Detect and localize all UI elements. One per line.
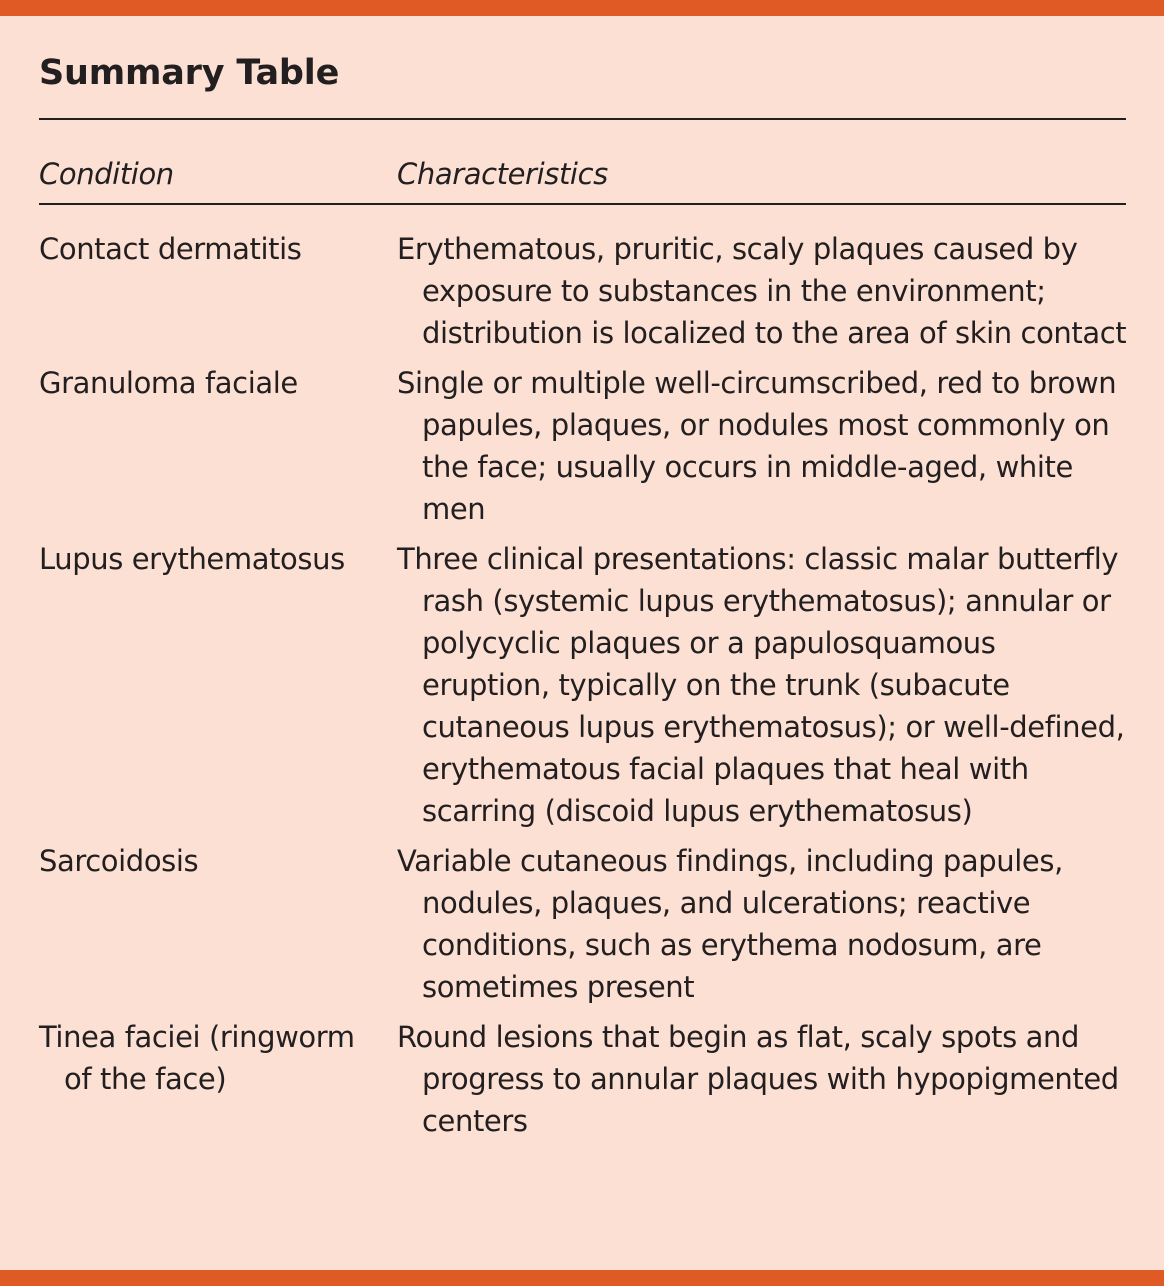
header-divider bbox=[39, 203, 1126, 205]
column-header-characteristics: Characteristics bbox=[397, 157, 608, 191]
characteristics-cell: Variable cutaneous findings, including papules, nodules, plaques, and ulcerations; reactive conditions, such as erythema nodosum, are sometimes present bbox=[397, 844, 1063, 1004]
condition-cell: Lupus erythematosus bbox=[39, 542, 345, 576]
characteristics-cell: Erythematous, pruritic, scaly plaques caused by exposure to substances in the environment; distribution is localized to the area of skin contact bbox=[397, 232, 1127, 350]
characteristics-cell: Round lesions that begin as flat, scaly spots and progress to annular plaques with hypopigmented centers bbox=[397, 1020, 1119, 1138]
condition-cell: Tinea faciei (ringworm of the face) bbox=[39, 1020, 355, 1096]
bottom-accent-bar bbox=[0, 1270, 1164, 1286]
table-row bbox=[39, 840, 1129, 1008]
title-divider bbox=[39, 118, 1126, 120]
table-row bbox=[39, 538, 1129, 832]
condition-cell: Sarcoidosis bbox=[39, 844, 199, 878]
table-body bbox=[39, 228, 1129, 1150]
column-header-condition: Condition bbox=[39, 157, 174, 191]
characteristics-cell: Single or multiple well-circumscribed, red to brown papules, plaques, or nodules most commonly on the face; usually occurs in middle-aged, white men bbox=[397, 366, 1117, 526]
table-row bbox=[39, 228, 1129, 354]
condition-cell: Granuloma faciale bbox=[39, 366, 298, 400]
characteristics-cell: Three clinical presentations: classic malar butterfly rash (systemic lupus erythematosus); annular or polycyclic plaques or a papulosquamous eruption, typically on the trunk (subacute cutaneous lupus erythematosus); or well-defined, erythematous facial plaques that heal with scarring (discoid lupus erythematosus) bbox=[397, 542, 1125, 828]
condition-cell: Contact dermatitis bbox=[39, 232, 302, 266]
table-row bbox=[39, 1016, 1129, 1142]
table-row bbox=[39, 362, 1129, 530]
top-accent-bar bbox=[0, 0, 1164, 16]
table-title: Summary Table bbox=[39, 53, 340, 93]
